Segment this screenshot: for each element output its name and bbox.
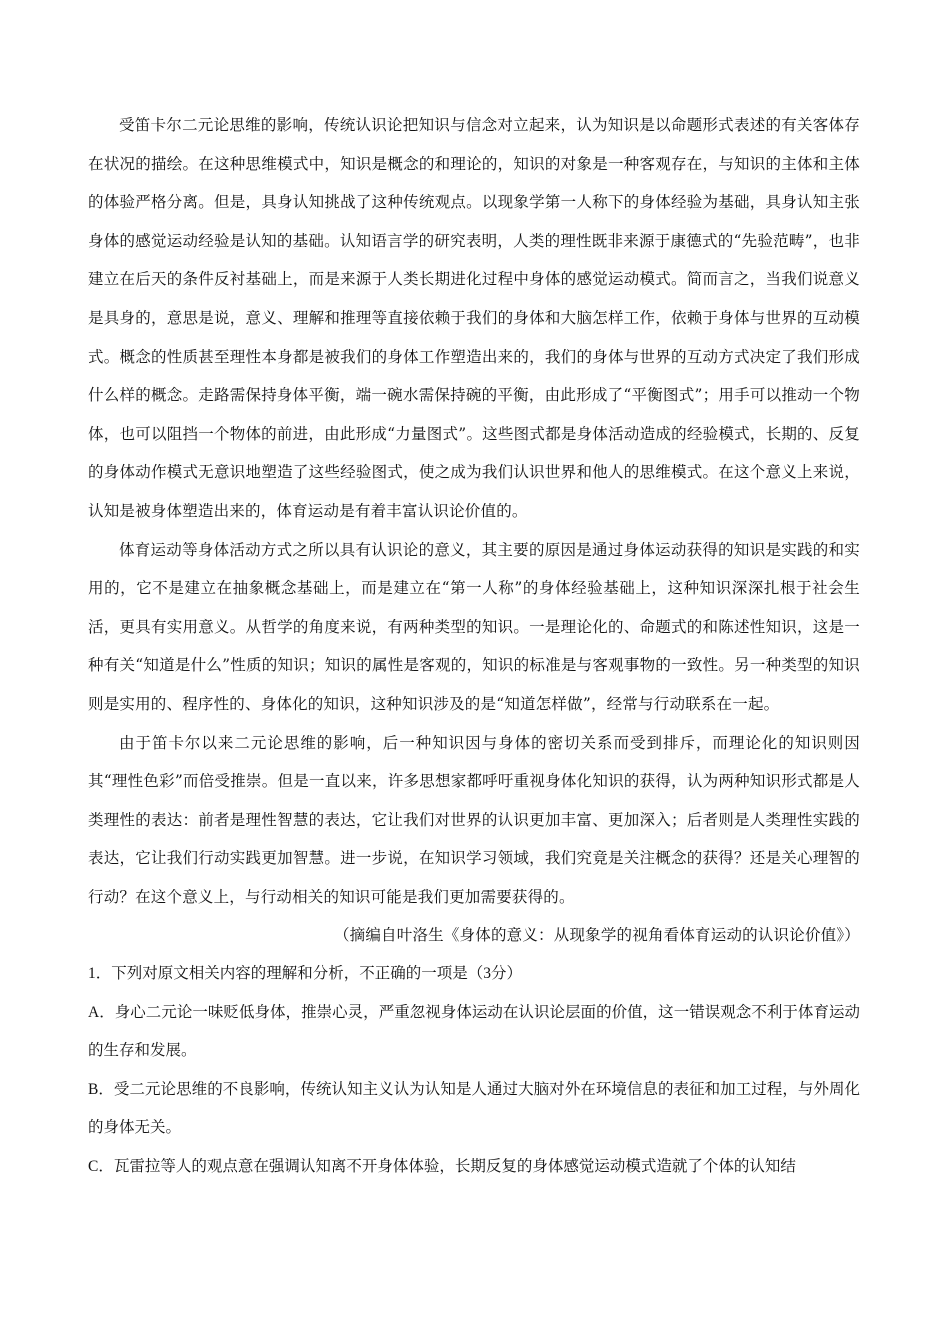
passage-paragraph-1: 受笛卡尔二元论思维的影响，传统认识论把知识与信念对立起来，认为知识是以命题形式表述的有关客体存在状况的描绘。在这种思维模式中，知识是概念的和理论的，知识的对象是一种客观存在，与知识的主体和主体的体验严格分离。但是，具身认知挑战了这种传统观点。以现象学第一人称下的身体经验为基础，具身认知主张身体的感觉运动经验是认知的基础。认知语言学的研究表明，人类的理性既非来源于康德式的“先验范畴”，也非建立在后天的条件反衬基础上，而是来源于人类长期进化过程中身体的感觉运动模式。简而言之，当我们说意义是具身的，意思是说，意义、理解和推理等直接依赖于我们的身体和大脑怎样工作，依赖于身体与世界的互动模式。概念的性质甚至理性本身都是被我们的身体工作塑造出来的，我们的身体与世界的互动方式决定了我们形成什么样的概念。走路需保持身体平衡，端一碗水需保持碗的平衡，由此形成了“平衡图式”；用手可以推动一个物体，也可以阻挡一个物体的前进，由此形成“力量图式”。这些图式都是身体活动造成的经验模式，长期的、反复的身体动作模式无意识地塑造了这些经验图式，使之成为我们认识世界和他人的思维模式。在这个意义上来说，认知是被身体塑造出来的，体育运动是有着丰富认识论价值的。 (88, 116, 860, 520)
option-b: B．受二元论思维的不良影响，传统认知主义认为认知是人通过大脑对外在环境信息的表征和加工过程，与外周化的身体无关。 (88, 1080, 860, 1137)
passage-source-citation: （摘编自叶洛生《身体的意义：从现象学的视角看体育运动的认识论价值》） (333, 926, 860, 945)
passage-paragraph-2: 体育运动等身体活动方式之所以具有认识论的意义，其主要的原因是通过身体运动获得的知识是实践的和实用的，它不是建立在抽象概念基础上，而是建立在“第一人称”的身体经验基础上，这种知识深深扎根于社会生活，更具有实用意义。从哲学的角度来说，有两种类型的知识。一是理论化的、命题式的和陈述性知识，这是一种有关“知道是什么”性质的知识；知识的属性是客观的，知识的标准是与客观事物的一致性。另一种类型的知识则是实用的、程序性的、身体化的知识，这种知识涉及的是“知道怎样做”，经常与行动联系在一起。 (88, 540, 860, 713)
option-a: A．身心二元论一味贬低身体，推崇心灵，严重忽视身体运动在认识论层面的价值，这一错误观念不利于体育运动的生存和发展。 (88, 1003, 860, 1060)
document-body (88, 106, 860, 1187)
passage-paragraph-3: 由于笛卡尔以来二元论思维的影响，后一种知识因与身体的密切关系而受到排斥，而理论化的知识则因其“理性色彩”而倍受推崇。但是一直以来，许多思想家都呼吁重视身体化知识的获得，认为两种知识形式都是人类理性的表达：前者是理性智慧的表达，它让我们对世界的认识更加丰富、更加深入；后者则是人类理性实践的表达，它让我们行动实践更加智慧。进一步说，在知识学习领域，我们究竟是关注概念的获得？还是关心理智的行动？在这个意义上，与行动相关的知识可能是我们更加需要获得的。 (88, 733, 860, 906)
question-stem: 1．下列对原文相关内容的理解和分析，不正确的一项是（3分） (88, 965, 523, 983)
option-c: C．瓦雷拉等人的观点意在强调认知离不开身体体验，长期反复的身体感觉运动模式造就了个体的认知结 (88, 1158, 796, 1176)
